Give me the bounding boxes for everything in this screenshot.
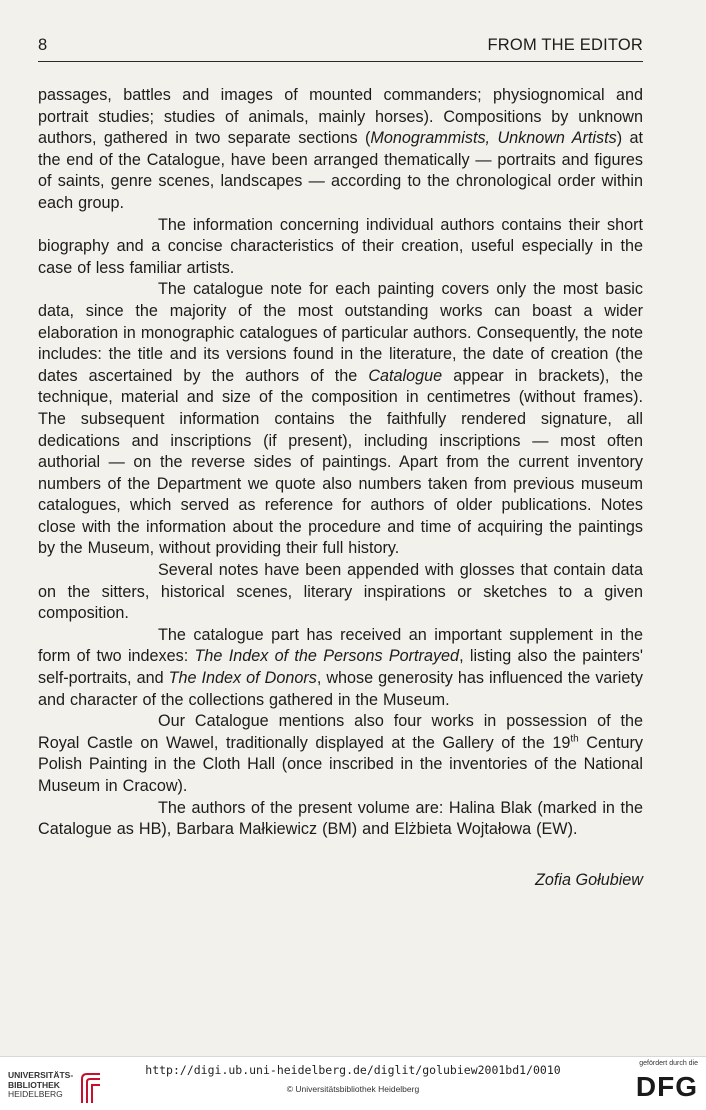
editor-signature: Zofia Gołubiew — [535, 871, 643, 889]
text-run: Century Polish Painting in the Cloth Hall (once inscribed in the inventories of the National Museum in Cracow). — [38, 733, 643, 795]
section-title: FROM THE EDITOR — [487, 36, 643, 54]
italic-title: Catalogue — [368, 366, 443, 385]
text-run: The catalogue part has received an important supplement in the form of two indexes: — [38, 625, 643, 666]
body-paragraph — [38, 625, 643, 711]
body-paragraph — [38, 85, 643, 215]
body-paragraph — [38, 798, 643, 841]
footer-bar — [0, 1056, 706, 1110]
text-run: , whose generosity has influenced the variety and character of the collections gathered in the Museum. — [38, 669, 644, 709]
italic-title: The Index of Donors — [168, 669, 317, 688]
library-name-line-2: BIBLIOTHEK — [8, 1079, 60, 1090]
text-run: Our Catalogue mentions also four works in possession of the Royal Castle on Wawel, traditionally displayed at the Gallery of the 19 — [38, 712, 643, 752]
library-name-line-1: UNIVERSITÄTS- — [8, 1070, 74, 1080]
library-name-line-3: HEIDELBERG — [8, 1089, 63, 1099]
text-run: Several notes have been appended with glosses that contain data on the sitters, historical scenes, literary inspirations or sketches to a given composition. — [38, 561, 643, 623]
running-head — [38, 36, 643, 60]
funder-logo[interactable] — [608, 1060, 698, 1106]
text-run: appear in brackets), the technique, material and size of the composition in centimetres (without frames). The subsequent information contains the faithfully rendered signature, all dedications and inscriptions (if present), including inscriptions — most often authorial — on the reverse sides of paintings. Apart from the current inventory numbers of the Department we quote also numbers taken from previous museum catalogues, which served as reference for authors of older publications. Notes close with the information about the procedure and time of acquiring the paintings by the Museum, without providing their full history. — [38, 366, 643, 558]
text-run: The information concerning individual authors contains their short biography and a concise characteristics of their creation, useful especially in the case of less familiar artists. — [38, 215, 643, 277]
ordinal-suffix: th — [570, 733, 579, 745]
text-run: The catalogue note for each painting covers only the most basic data, since the majority of the most outstanding works can boast a wider elaboration in monographic catalogues of particular authors. Consequently, the note includes: the title and its versions found in the literature, the date of creation (the dates ascertained by the authors of the — [38, 280, 643, 385]
funding-note: gefördert durch die — [639, 1060, 698, 1067]
page-url-link[interactable]: http://digi.ub.uni-heidelberg.de/diglit/golubiew2001bd1/0010 — [145, 1063, 561, 1077]
body-paragraph — [38, 215, 643, 280]
body-paragraph — [38, 560, 643, 625]
body-paragraph — [38, 711, 643, 797]
funder-name: DFG — [635, 1071, 698, 1102]
text-run: The authors of the present volume are: Halina Blak (marked in the Catalogue as HB), Barbara Małkiewicz (BM) and Elżbieta Wojtałowa (EW). — [38, 798, 643, 839]
text-run: ) at the end of the Catalogue, have been arranged thematically — portraits and figures of saints, genre scenes, landscapes — according to the chronological order within each group. — [38, 129, 644, 212]
text-run: passages, battles and images of mounted commanders; physiognomical and portrait studies; studies of animals, mainly horses). Compositions by unknown authors, gathered in two separate sections ( — [38, 86, 643, 148]
italic-title: The Index of the Persons Portrayed — [194, 647, 460, 666]
body-paragraph — [38, 279, 643, 560]
text-run: , listing also the painters' self-portraits, and — [38, 647, 643, 688]
header-rule — [38, 61, 643, 62]
copyright-notice: © Universitätsbibliothek Heidelberg — [286, 1084, 420, 1094]
italic-title: Monogrammists, Unknown Artists — [370, 129, 617, 148]
body-text — [38, 85, 643, 841]
page-number: 8 — [38, 36, 48, 54]
